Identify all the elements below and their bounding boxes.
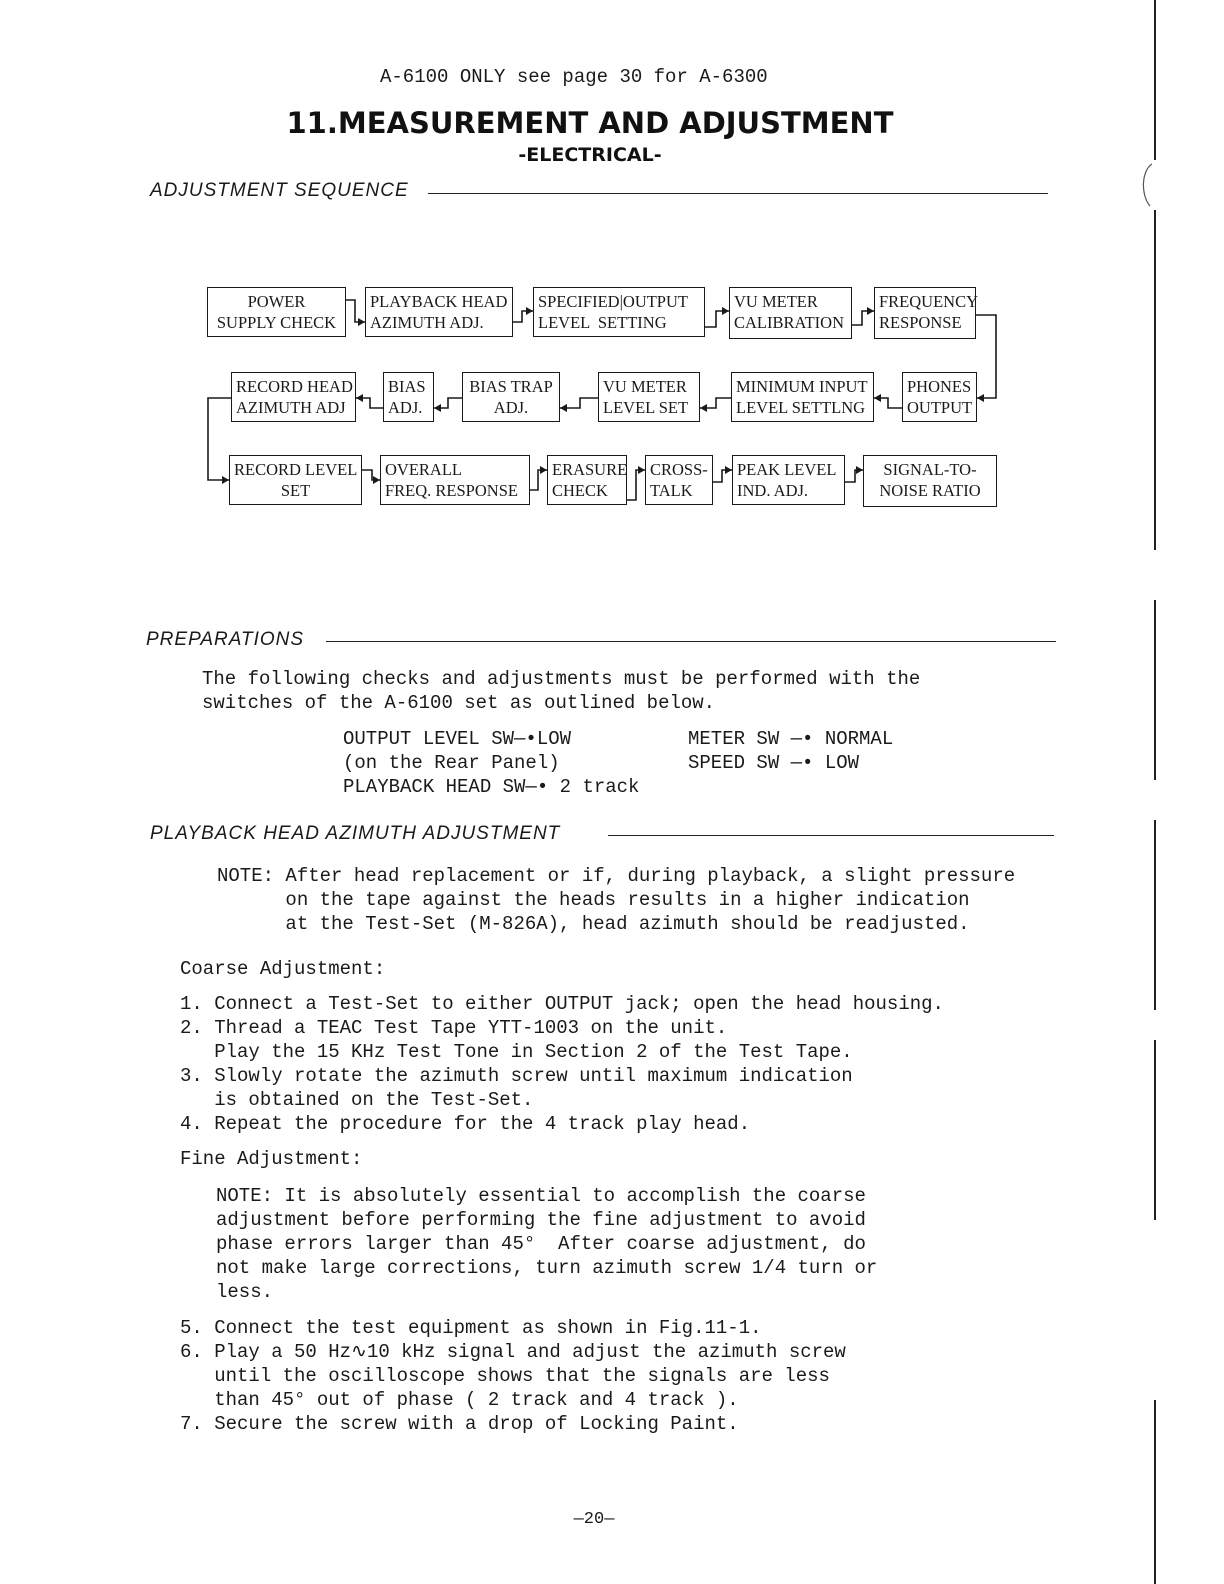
scan-edge-line [1154,210,1156,550]
flow-step-power-supply-check: POWER SUPPLY CHECK [207,287,346,337]
fine-adjustment-note: NOTE: It is absolutely essential to accomplish the coarse adjustment before performing the fine adjustment to avoid phase errors larger than 45° After coarse adjustment, do not make large corrections, turn azimuth screw 1/4 turn or less. [216,1185,878,1303]
flow-step-frequency-response: FREQUENCY RESPONSE [874,287,976,339]
flow-step-record-head-azimuth: RECORD HEAD AZIMUTH ADJ [231,372,356,422]
preparations-intro: The following checks and adjustments must be performed with the switches of the A-6100 set as outlined below. [202,668,921,714]
flow-step-crosstalk: CROSS- TALK [645,455,713,505]
fine-adjustment-heading: Fine Adjustment: [180,1148,363,1170]
flow-step-specified-output-level: SPECIFIED|OUTPUT LEVEL SETTING [533,287,705,337]
scan-edge-line [1154,0,1156,160]
section-heading-playback-azimuth: PLAYBACK HEAD AZIMUTH ADJUSTMENT [150,823,561,844]
flow-step-vu-meter-level-set: VU METER LEVEL SET [598,372,700,422]
page-title: 11.MEASUREMENT AND ADJUSTMENT [286,106,894,140]
flow-step-erasure-check: ERASURE CHECK [547,455,627,505]
coarse-adjustment-steps: 1. Connect a Test-Set to either OUTPUT jack; open the head housing. 2. Thread a TEAC Test Tape YTT-1003 on the unit. Play the 15 KHz Test Tone in Section 2 of the Test Tape. 3. Slowly rotate the azimuth screw until maximum indication is obtained on the Test-Set. 4. Repeat the procedure for the 4 track play head. [180,993,944,1135]
fine-adjustment-steps: 5. Connect the test equipment as shown in Fig.11-1. 6. Play a 50 Hz∿10 kHz signal and adjust the azimuth screw until the oscilloscope shows that the signals are less than 45° out of phase ( 2 track and 4 track ). 7. Secure the screw with a drop of Locking Paint. [180,1317,846,1435]
playback-note: NOTE: After head replacement or if, during playback, a slight pressure on the tape against the heads results in a higher indication at the Test-Set (M-826A), head azimuth should be readjusted. [217,865,1016,935]
page-number: —20— [573,1510,615,1529]
coarse-adjustment-heading: Coarse Adjustment: [180,958,386,980]
page-subtitle: -ELECTRICAL- [518,144,662,166]
scan-edge-line [1154,820,1156,1010]
scan-edge-line [1154,1400,1156,1584]
flow-step-bias-adj: BIAS ADJ. [383,372,434,422]
flow-step-overall-freq-response: OVERALL FREQ. RESPONSE [380,455,530,505]
scan-edge-line [1154,600,1156,780]
flow-step-record-level-set: RECORD LEVEL SET [229,455,362,505]
scan-edge-mark [1130,160,1160,210]
section-rule [608,835,1054,836]
preparations-switches-right: METER SW —• NORMAL SPEED SW —• LOW [688,728,894,774]
section-heading-sequence: ADJUSTMENT SEQUENCE [150,180,409,201]
flow-step-phones-output: PHONES OUTPUT [902,372,977,422]
flow-step-minimum-input-level: MINIMUM INPUT LEVEL SETTLNG [731,372,874,422]
scan-edge-line [1154,1040,1156,1220]
section-heading-preparations: PREPARATIONS [146,629,305,650]
preparations-switches-left: OUTPUT LEVEL SW—•LOW (on the Rear Panel) PLAYBACK HEAD SW—• 2 track [343,728,640,798]
flow-step-signal-to-noise: SIGNAL-TO- NOISE RATIO [863,455,997,507]
flow-step-vu-meter-calibration: VU METER CALIBRATION [729,287,852,339]
flow-step-bias-trap-adj: BIAS TRAP ADJ. [462,372,560,422]
header-note: A-6100 ONLY see page 30 for A-6300 [380,66,768,88]
flow-step-peak-level-ind: PEAK LEVEL IND. ADJ. [732,455,845,505]
flow-step-playback-head-azimuth: PLAYBACK HEAD AZIMUTH ADJ. [365,287,513,337]
section-rule [326,641,1056,642]
